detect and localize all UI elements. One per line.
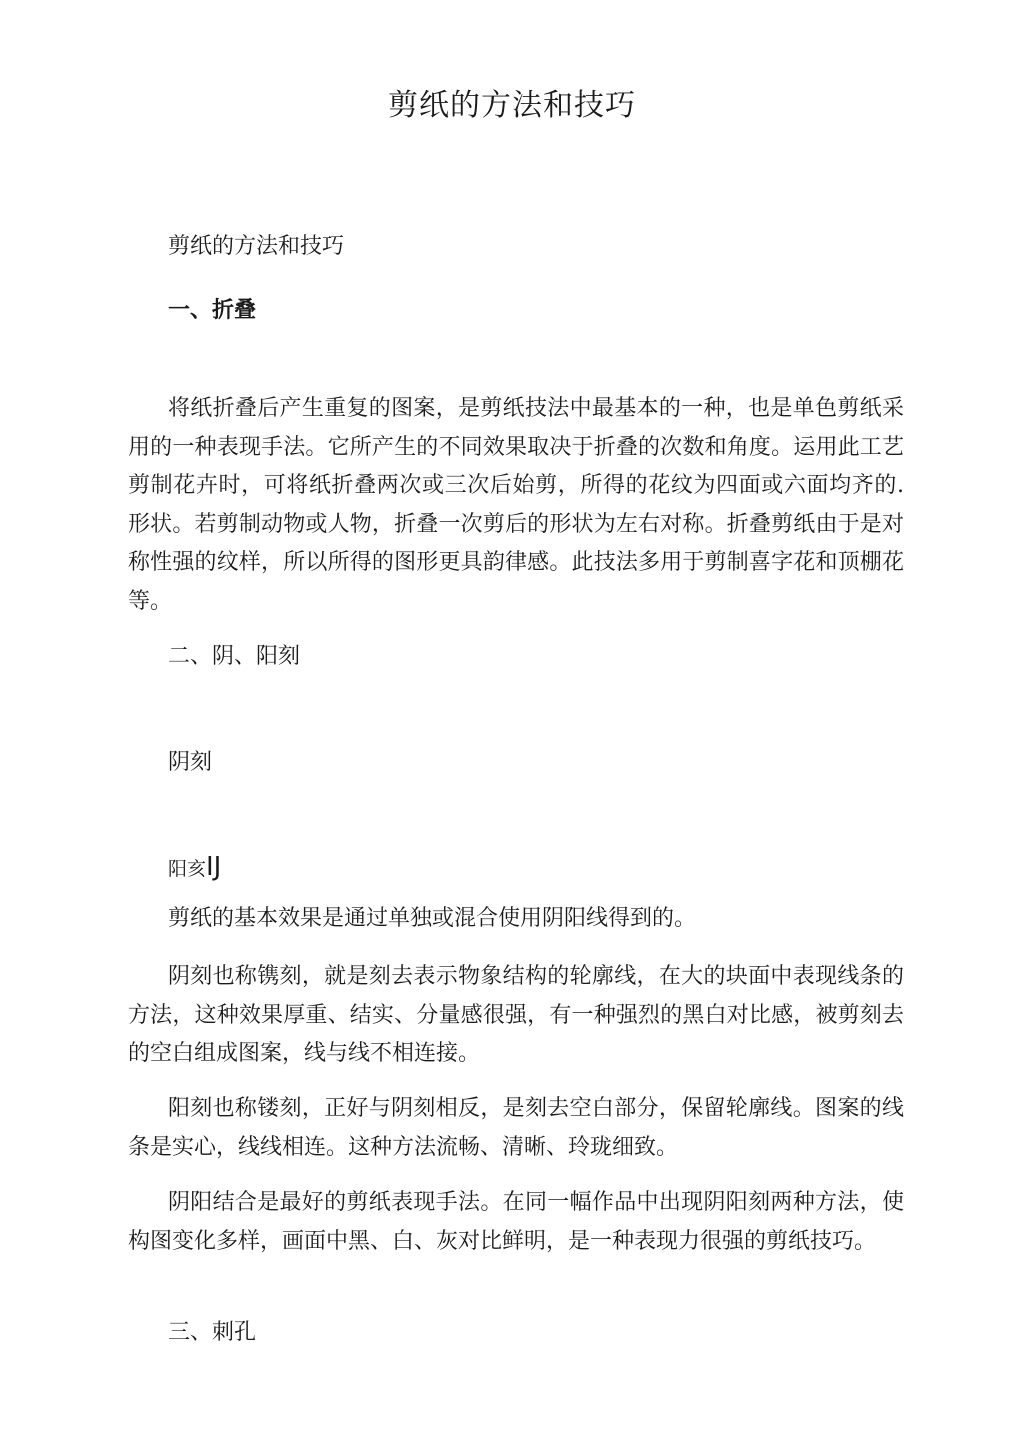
paragraph-yangke: 阳刻也称镂刻，正好与阴刻相反，是刻去空白部分，保留轮廓线。图案的线条是实心，线线相连。这种方法流畅、清晰、玲珑细致。: [128, 1096, 904, 1160]
paragraph-basic-effect: 剪纸的基本效果是通过单独或混合使用阴阳线得到的。: [168, 906, 697, 931]
section-heading-folding: 一、折叠: [168, 298, 257, 323]
paragraph-yinke: 阴刻也称镌刻，就是刻去表示物象结构的轮廓线，在大的块面中表现线条的方法，这种效果厚重、结实、分量感很强，有一种强烈的黑白对比感，被剪刻去的空白组成图案，线与线不相连接。: [128, 964, 904, 1066]
subheading-yinke: 阴刻: [168, 750, 213, 775]
subheading-yangke-part1: 阳亥: [168, 858, 207, 880]
paragraph-folding: 将纸折叠后产生重复的图案，是剪纸技法中最基本的一种，也是单色剪纸采用的一种表现手法。它所产生的不同效果取决于折叠的次数和角度。运用此工艺剪制花卉时，可将纸折叠两次或三次后始剪，所得的花纹为四面或六面均齐的.形状。若剪制动物或人物，折叠一次剪后的形状为左右对称。折叠剪纸由于是对称性强的纹样，所以所得的图形更具韵律感。此技法多用于剪制喜字花和顶棚花等。: [128, 396, 904, 614]
document-title: 剪纸的方法和技巧: [388, 88, 636, 123]
section-heading-yin-yang: 二、阴、阳刻: [168, 644, 301, 669]
document-subtitle: 剪纸的方法和技巧: [168, 234, 345, 259]
paragraph-yin-yang-combined: 阴阳结合是最好的剪纸表现手法。在同一幅作品中出现阴阳刻两种方法，使构图变化多样，画面中黑、白、灰对比鲜明，是一种表现力很强的剪纸技巧。: [128, 1190, 904, 1254]
subheading-yangke-part2: IJ: [206, 852, 222, 882]
section-heading-piercing: 三、刺孔: [168, 1320, 257, 1345]
subheading-yangke: [168, 852, 221, 884]
